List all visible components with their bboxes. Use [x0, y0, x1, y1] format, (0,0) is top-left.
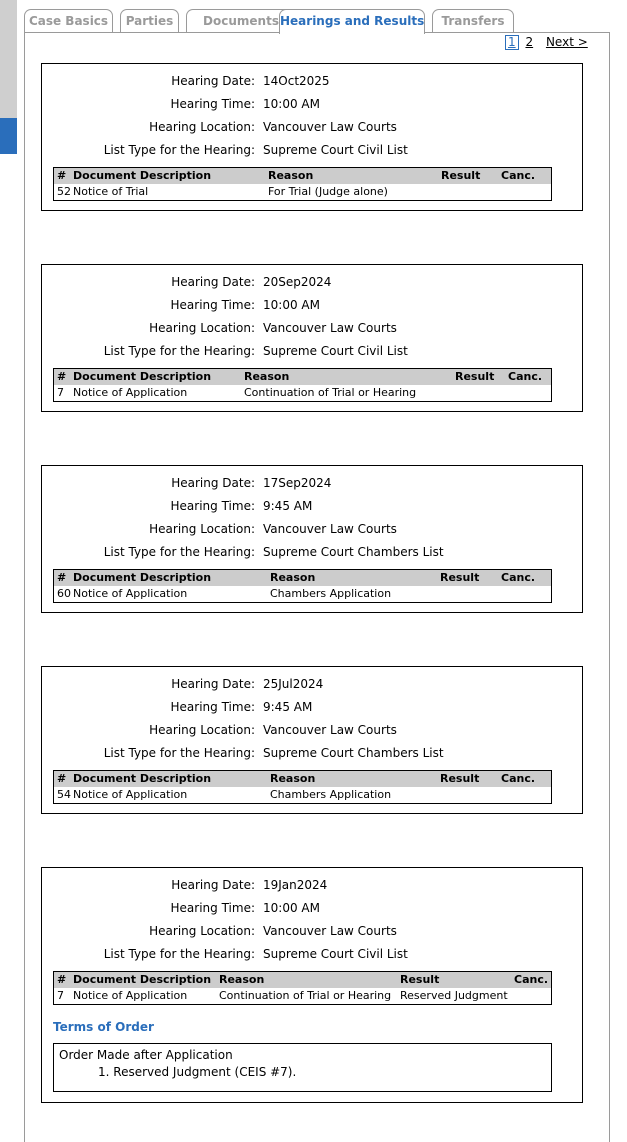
hearing-location-value: Vancouver Law Courts — [263, 120, 397, 134]
hearing-list-type-label: List Type for the Hearing: — [103, 143, 255, 157]
table-header — [54, 771, 551, 787]
table-header — [54, 972, 551, 988]
hearing-location-value: Vancouver Law Courts — [263, 723, 397, 737]
hearing-date-row — [42, 476, 582, 496]
hearing-location-label: Hearing Location: — [149, 321, 255, 335]
table-row — [54, 385, 551, 401]
hearing-list-type-value: Supreme Court Civil List — [263, 143, 408, 157]
hearing-time-value: 10:00 AM — [263, 97, 320, 111]
table-row — [54, 988, 551, 1004]
col-document-description: Document Description — [73, 772, 212, 785]
col-cancelled: Canc. — [501, 571, 536, 584]
hearing-date-value: 19Jan2024 — [263, 878, 328, 892]
hearing-date-value: 14Oct2025 — [263, 74, 330, 88]
hearing-documents-table — [53, 971, 552, 1005]
hearing-date-value: 20Sep2024 — [263, 275, 332, 289]
hearing-date-row — [42, 74, 582, 94]
table-header — [54, 369, 551, 385]
hearing-documents-table — [53, 368, 552, 402]
terms-of-order-box — [53, 1043, 552, 1092]
hearing-card — [41, 264, 583, 412]
next-page-link[interactable]: Next > — [545, 35, 588, 49]
col-cancelled: Canc. — [501, 772, 536, 785]
hearing-date-label: Hearing Date: — [171, 878, 255, 892]
hearing-card — [41, 465, 583, 613]
doc-reason: Chambers Application — [270, 788, 392, 801]
col-cancelled: Canc. — [514, 973, 549, 986]
hearing-time-row — [42, 901, 582, 921]
hearing-list-type-row — [42, 947, 582, 967]
hearing-location-label: Hearing Location: — [149, 723, 255, 737]
hearing-date-row — [42, 677, 582, 697]
hearing-time-label: Hearing Time: — [170, 298, 255, 312]
hearing-location-label: Hearing Location: — [149, 522, 255, 536]
hearing-documents-table — [53, 569, 552, 603]
doc-description: Notice of Trial — [73, 185, 149, 198]
col-cancelled: Canc. — [508, 370, 543, 383]
col-reason: Reason — [270, 772, 316, 785]
hearing-list-type-row — [42, 143, 582, 163]
hearing-location-value: Vancouver Law Courts — [263, 522, 397, 536]
table-row — [54, 184, 551, 200]
hearing-time-label: Hearing Time: — [170, 700, 255, 714]
doc-description: Notice of Application — [73, 989, 188, 1002]
col-number: # — [57, 973, 67, 986]
col-reason: Reason — [270, 571, 316, 584]
doc-number: 54 — [57, 788, 71, 801]
hearing-location-label: Hearing Location: — [149, 924, 255, 938]
tab-parties[interactable]: Parties — [120, 9, 179, 32]
tab-hearings-and-results[interactable]: Hearings and Results — [279, 9, 425, 34]
table-row — [54, 586, 551, 602]
col-number: # — [57, 772, 67, 785]
hearing-documents-table — [53, 167, 552, 201]
hearing-location-row — [42, 924, 582, 944]
hearing-time-label: Hearing Time: — [170, 901, 255, 915]
hearing-date-value: 25Jul2024 — [263, 677, 324, 691]
col-result: Result — [455, 370, 495, 383]
hearing-list-type-row — [42, 746, 582, 766]
page-1-link[interactable]: 1 — [505, 35, 519, 50]
hearing-location-row — [42, 723, 582, 743]
hearing-date-label: Hearing Date: — [171, 476, 255, 490]
doc-reason: Chambers Application — [270, 587, 392, 600]
hearing-card — [41, 666, 583, 814]
tab-case-basics[interactable]: Case Basics — [24, 9, 113, 32]
doc-description: Notice of Application — [73, 587, 188, 600]
hearing-list-type-value: Supreme Court Chambers List — [263, 746, 444, 760]
tab-documents[interactable]: Documents — [186, 9, 296, 32]
col-cancelled: Canc. — [501, 169, 536, 182]
doc-number: 7 — [57, 989, 64, 1002]
doc-number: 7 — [57, 386, 64, 399]
hearing-list-type-value: Supreme Court Chambers List — [263, 545, 444, 559]
hearing-time-value: 9:45 AM — [263, 499, 313, 513]
hearing-location-value: Vancouver Law Courts — [263, 321, 397, 335]
col-document-description: Document Description — [73, 370, 212, 383]
hearing-list-type-label: List Type for the Hearing: — [103, 746, 255, 760]
hearing-date-row — [42, 878, 582, 898]
col-number: # — [57, 370, 67, 383]
col-document-description: Document Description — [73, 973, 212, 986]
doc-reason: Continuation of Trial or Hearing — [219, 989, 392, 1002]
doc-reason: For Trial (Judge alone) — [268, 185, 388, 198]
table-row — [54, 787, 551, 803]
col-document-description: Document Description — [73, 169, 212, 182]
hearing-list-type-label: List Type for the Hearing: — [103, 947, 255, 961]
hearing-location-row — [42, 321, 582, 341]
hearing-time-row — [42, 499, 582, 519]
col-result: Result — [440, 571, 480, 584]
col-reason: Reason — [268, 169, 314, 182]
hearing-list-type-value: Supreme Court Civil List — [263, 344, 408, 358]
hearing-list-type-row — [42, 545, 582, 565]
page-2-link[interactable]: 2 — [525, 35, 534, 49]
hearing-time-label: Hearing Time: — [170, 97, 255, 111]
hearing-date-label: Hearing Date: — [171, 74, 255, 88]
hearing-time-value: 9:45 AM — [263, 700, 313, 714]
hearing-date-label: Hearing Date: — [171, 677, 255, 691]
table-header — [54, 168, 551, 184]
hearing-time-row — [42, 97, 582, 117]
left-nav-strip — [0, 0, 17, 1134]
hearing-time-value: 10:00 AM — [263, 298, 320, 312]
col-result: Result — [440, 772, 480, 785]
hearing-date-label: Hearing Date: — [171, 275, 255, 289]
col-result: Result — [400, 973, 440, 986]
hearing-location-row — [42, 522, 582, 542]
col-reason: Reason — [244, 370, 290, 383]
hearing-list-type-label: List Type for the Hearing: — [103, 545, 255, 559]
nav-strip-active-marker[interactable] — [0, 118, 17, 154]
hearing-date-row — [42, 275, 582, 295]
hearing-list-type-row — [42, 344, 582, 364]
hearing-time-row — [42, 700, 582, 720]
hearing-location-value: Vancouver Law Courts — [263, 924, 397, 938]
hearing-time-label: Hearing Time: — [170, 499, 255, 513]
doc-reason: Continuation of Trial or Hearing — [244, 386, 417, 399]
col-result: Result — [441, 169, 481, 182]
nav-strip-grey-section — [0, 0, 17, 118]
col-reason: Reason — [219, 973, 265, 986]
hearing-time-row — [42, 298, 582, 318]
col-number: # — [57, 571, 67, 584]
tab-transfers[interactable]: Transfers — [432, 9, 514, 32]
hearing-location-label: Hearing Location: — [149, 120, 255, 134]
terms-of-order-heading: Terms of Order — [53, 1020, 154, 1034]
doc-number: 52 — [57, 185, 71, 198]
terms-of-order-line: Order Made after Application — [59, 1048, 233, 1062]
hearing-documents-table — [53, 770, 552, 804]
hearing-card — [41, 63, 583, 211]
col-document-description: Document Description — [73, 571, 212, 584]
doc-number: 60 — [57, 587, 71, 600]
terms-of-order-item: 1. Reserved Judgment (CEIS #7). — [98, 1065, 297, 1079]
doc-description: Notice of Application — [73, 788, 188, 801]
hearing-card — [41, 867, 583, 1103]
table-header — [54, 570, 551, 586]
hearing-time-value: 10:00 AM — [263, 901, 320, 915]
col-number: # — [57, 169, 67, 182]
doc-description: Notice of Application — [73, 386, 188, 399]
hearing-location-row — [42, 120, 582, 140]
doc-result: Reserved Judgment — [400, 989, 508, 1002]
hearing-date-value: 17Sep2024 — [263, 476, 332, 490]
hearing-list-type-label: List Type for the Hearing: — [103, 344, 255, 358]
hearing-list-type-value: Supreme Court Civil List — [263, 947, 408, 961]
pagination — [505, 35, 591, 50]
